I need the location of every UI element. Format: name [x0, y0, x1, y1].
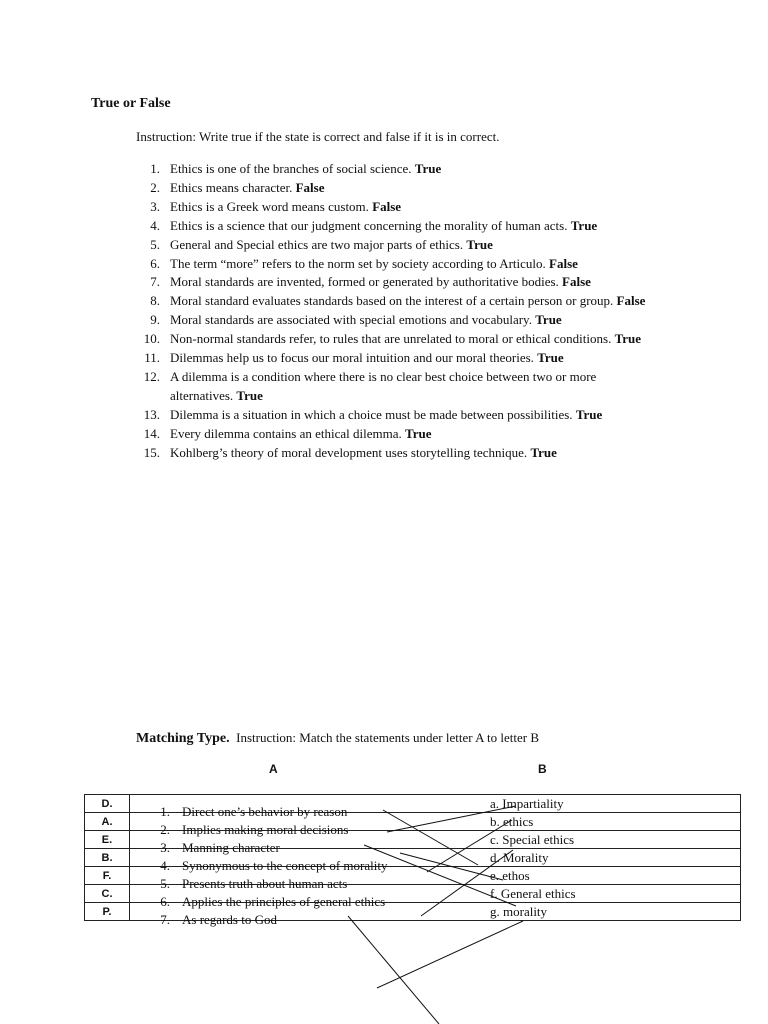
matching-statement-cell: [130, 849, 484, 873]
true-false-item: [136, 368, 736, 406]
item-statement: Non-normal standards refer, to rules that are unrelated to moral or ethical conditions.: [170, 331, 612, 347]
match-line: [377, 921, 523, 988]
true-false-item: [136, 406, 736, 425]
item-number: 10.: [143, 331, 160, 347]
item-statement: Ethics means character.: [170, 179, 293, 195]
true-false-item: [136, 236, 736, 255]
matching-answer: E.: [85, 831, 130, 849]
matching-row: [85, 813, 741, 831]
item-answer: True: [535, 312, 562, 328]
matching-statement-cell: [130, 885, 484, 909]
statement-number: 5.: [160, 875, 170, 891]
item-answer: True: [530, 444, 557, 460]
matching-answer: B.: [85, 849, 130, 867]
item-answer: False: [616, 293, 646, 309]
item-answer: True: [236, 387, 263, 403]
item-answer: False: [562, 274, 591, 290]
true-false-item: [136, 179, 736, 198]
statement-text: As regards to God: [182, 911, 277, 927]
matching-heading: [136, 730, 539, 747]
item-statement: Every dilemma contains an ethical dilemma.: [170, 425, 402, 441]
matching-statement-cell: [130, 831, 484, 855]
item-answer: True: [570, 217, 598, 233]
statement-number: 4.: [160, 857, 170, 873]
item-number: 2.: [150, 179, 160, 195]
true-false-item: [136, 444, 736, 463]
statement-number: 7.: [160, 911, 170, 927]
matching-choice: c. Special ethics: [483, 831, 741, 849]
statement-text: Direct one’s behavior by reason: [182, 803, 348, 819]
true-false-list: [136, 160, 736, 463]
matching-statement-cell: [130, 813, 484, 837]
item-statement: Ethics is a science that our judgment concerning the morality of human acts.: [170, 217, 568, 233]
item-statement: Ethics is one of the branches of social science.: [170, 161, 412, 176]
matching-answer: P.: [85, 903, 130, 921]
item-answer: False: [372, 198, 402, 214]
section-title-true-false: True or False: [91, 96, 171, 111]
true-false-instruction: Instruction: Write true if the state is correct and false if it is in correct.: [136, 129, 500, 144]
match-line: [348, 916, 439, 1024]
matching-statement-cell: [130, 903, 484, 927]
item-statement: Kohlberg’s theory of moral development uses storytelling technique.: [170, 444, 528, 460]
statement-text: Applies the principles of general ethics: [182, 893, 386, 909]
matching-answer: D.: [85, 795, 130, 813]
matching-table: [84, 794, 741, 927]
item-answer: True: [614, 331, 642, 347]
item-number: 7.: [150, 274, 160, 290]
item-answer: True: [466, 236, 493, 252]
statement-text: Manning character: [182, 839, 280, 855]
matching-answer: A.: [85, 813, 130, 831]
item-statement: Moral standard evaluates standards based on the interest of a certain person or group.: [170, 293, 614, 309]
item-answer: False: [295, 179, 325, 195]
item-statement: A dilemma is a condition where there is no clear best choice between two or more: [170, 368, 597, 384]
statement-number: 1.: [160, 803, 170, 819]
matching-statement-cell: [130, 795, 484, 819]
item-answer: True: [405, 425, 432, 441]
item-statement: The term “more” refers to the norm set by society according to Articulo.: [170, 255, 546, 271]
statement-number: 6.: [160, 893, 170, 909]
item-number: 3.: [150, 198, 160, 214]
matching-title: Matching Type.: [136, 731, 230, 746]
statement-text: Synonymous to the concept of morality: [182, 857, 388, 873]
statement-text: Presents truth about human acts: [182, 875, 348, 891]
item-number: 11.: [144, 350, 160, 366]
matching-choice: b. ethics: [483, 813, 741, 831]
true-false-item: [136, 425, 736, 444]
item-statement: Ethics is a Greek word means custom.: [170, 198, 369, 214]
item-statement: Moral standards are associated with special emotions and vocabulary.: [170, 312, 532, 328]
item-answer: True: [537, 350, 564, 366]
true-false-item: [136, 273, 736, 292]
statement-number: 3.: [160, 839, 170, 855]
matching-answer: C.: [85, 885, 130, 903]
true-false-item: [136, 292, 736, 311]
matching-row: [85, 849, 741, 867]
matching-row: [85, 867, 741, 885]
column-a-label: A: [269, 762, 278, 776]
item-number: 9.: [150, 312, 160, 328]
true-false-item: [136, 255, 736, 274]
true-false-item: [136, 160, 736, 179]
matching-choice: e. ethos: [483, 867, 741, 885]
item-number: 1.: [150, 161, 160, 176]
matching-instruction: Instruction: Match the statements under letter A to letter B: [236, 730, 540, 745]
matching-row: [85, 795, 741, 813]
item-number: 4.: [150, 217, 160, 233]
item-statement: Dilemma is a situation in which a choice must be made between possibilities.: [170, 406, 573, 422]
statement-number: 2.: [160, 821, 170, 837]
item-number: 15.: [143, 444, 160, 460]
item-answer: False: [549, 255, 578, 271]
matching-row: [85, 831, 741, 849]
item-number: 8.: [150, 293, 160, 309]
item-number: 5.: [150, 236, 160, 252]
matching-choice: f. General ethics: [483, 885, 741, 903]
column-b-label: B: [538, 762, 547, 776]
item-number: 6.: [150, 255, 160, 271]
item-number: 12.: [143, 368, 160, 384]
matching-choice: g. morality: [483, 903, 741, 921]
item-answer: True: [414, 161, 442, 176]
true-false-item: [136, 311, 736, 330]
true-false-item: [136, 217, 736, 236]
item-statement-continued: alternatives.: [170, 387, 234, 403]
item-number: 14.: [143, 425, 160, 441]
matching-row: [85, 885, 741, 903]
matching-choice: a. Impartiality: [483, 795, 741, 813]
matching-statement-cell: [130, 867, 484, 891]
statement-text: Implies making moral decisions: [182, 821, 349, 837]
matching-choice: d. Morality: [483, 849, 741, 867]
true-false-item: [136, 198, 736, 217]
item-statement: General and Special ethics are two major parts of ethics.: [170, 236, 464, 252]
item-answer: True: [575, 406, 603, 422]
item-statement: Dilemmas help us to focus our moral intuition and our moral theories.: [170, 350, 534, 366]
true-false-item: [136, 330, 736, 349]
matching-answer: F.: [85, 867, 130, 885]
item-statement: Moral standards are invented, formed or generated by authoritative bodies.: [170, 274, 559, 290]
matching-row: [85, 903, 741, 921]
true-false-item: [136, 349, 736, 368]
item-number: 13.: [143, 406, 160, 422]
